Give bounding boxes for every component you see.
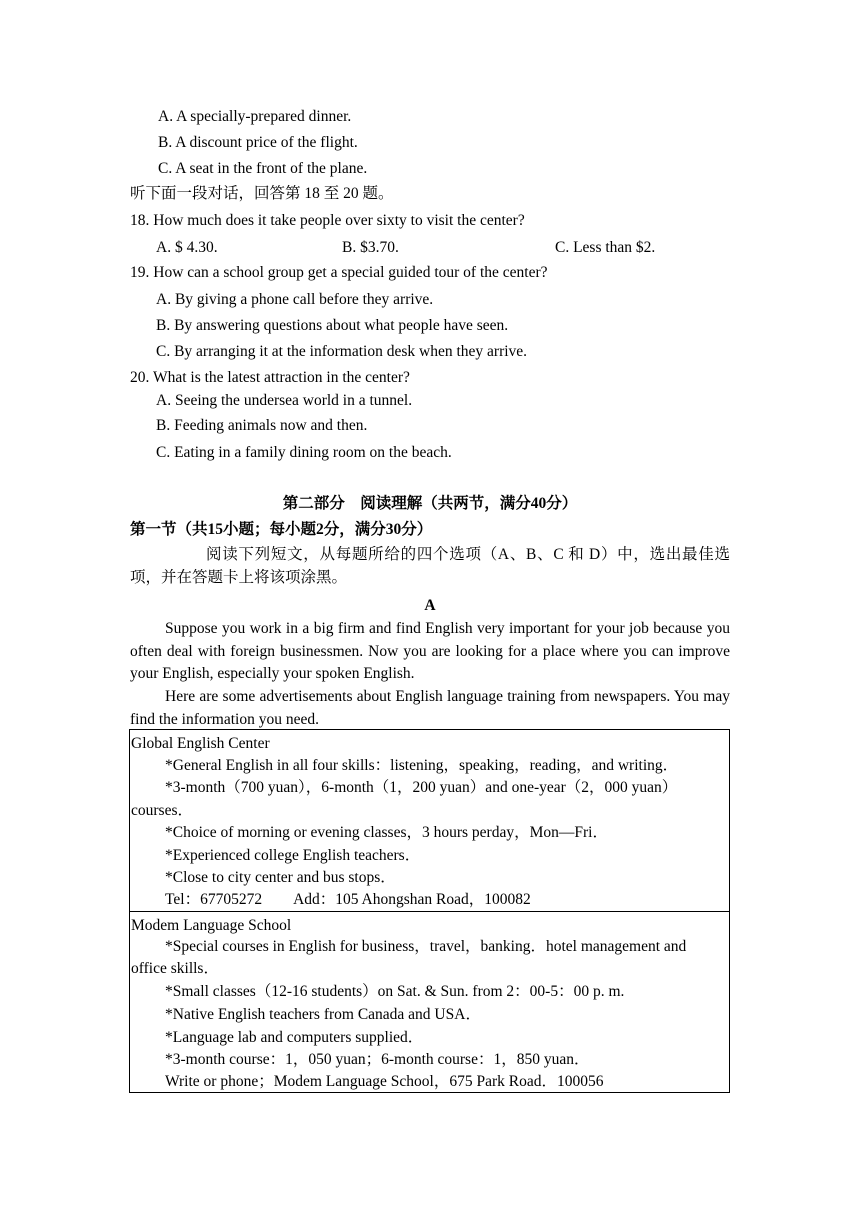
- ad2-line1b: office skills．: [131, 960, 219, 977]
- ad2-line1a: *Special courses in English for business，travel，banking．hotel management and: [165, 938, 687, 955]
- passage-paragraph-1: Suppose you work in a big firm and find English very important for your job because you often deal with foreign businessmen. Now you are looking for a place where you can improve your English, especially your spoken English.: [130, 620, 730, 682]
- q18-option-b: B. $3.70.: [342, 239, 399, 256]
- ad2-line3: *Native English teachers from Canada and USA．: [165, 1006, 481, 1023]
- q20-option-c: C. Eating in a family dining room on the beach.: [156, 444, 452, 461]
- ad-modem-language-school: [129, 911, 730, 1093]
- q20-question: 20. What is the latest attraction in the center?: [130, 369, 410, 386]
- ad1-contact: Tel：67705272 Add：105 Ahongshan Road，100082: [165, 891, 531, 908]
- q19-option-b: B. By answering questions about what people have seen.: [156, 317, 509, 334]
- q20-option-a: A. Seeing the undersea world in a tunnel.: [156, 392, 413, 409]
- section1-instruction: 阅读下列短文，从每题所给的四个选项（A、B、C 和 D）中，选出最佳选项，并在答题卡上将该项涂黑。: [130, 546, 730, 586]
- ad1-line5: *Close to city center and bus stops．: [165, 869, 396, 886]
- ad1-line1: *General English in all four skills：listening，speaking，reading，and writing．: [165, 757, 679, 774]
- ad2-line5: *3-month course：1，050 yuan；6-month course：1，850 yuan．: [165, 1051, 590, 1068]
- passage-letter: A: [424, 597, 436, 614]
- ad2-contact: Write or phone；Modem Language School，675 Park Road．100056: [165, 1073, 604, 1090]
- q18-question: 18. How much does it take people over sixty to visit the center?: [130, 212, 525, 229]
- ad1-line4: *Experienced college English teachers．: [165, 847, 421, 864]
- ad2-name: Modem Language School: [131, 917, 292, 934]
- ad1-line2a: *3-month（700 yuan），6-month（1，200 yuan）and one-year（2，000 yuan）: [165, 779, 678, 796]
- ad1-line3: *Choice of morning or evening classes，3 hours perday，Mon—Fri．: [165, 824, 608, 841]
- q17-option-c: C. A seat in the front of the plane.: [158, 160, 368, 177]
- ad-global-english-center: [129, 729, 730, 912]
- q20-option-b: B. Feeding animals now and then.: [156, 417, 368, 434]
- q19-option-a: A. By giving a phone call before they arrive.: [156, 291, 434, 308]
- q17-option-b: B. A discount price of the flight.: [158, 134, 358, 151]
- q19-question: 19. How can a school group get a special guided tour of the center?: [130, 264, 548, 281]
- instruction-18-20: 听下面一段对话，回答第 18 至 20 题。: [130, 185, 394, 202]
- q17-option-a: A. A specially-prepared dinner.: [158, 108, 352, 125]
- ad1-line2b: courses．: [131, 802, 193, 819]
- q18-option-c: C. Less than $2.: [555, 239, 656, 256]
- q19-option-c: C. By arranging it at the information desk when they arrive.: [156, 343, 528, 360]
- part2-title: 第二部分 阅读理解（共两节，满分40分）: [282, 495, 578, 512]
- ad2-line2: *Small classes（12-16 students）on Sat. & Sun. from 2：00-5：00 p. m.: [165, 983, 625, 1000]
- ad1-name: Global English Center: [131, 735, 270, 752]
- passage-paragraph-2: Here are some advertisements about English language training from newspapers. You may find the information you need.: [130, 688, 730, 728]
- q18-option-a: A. $ 4.30.: [156, 239, 218, 256]
- ad2-line4: *Language lab and computers supplied．: [165, 1029, 424, 1046]
- section1-title: 第一节（共15小题；每小题2分，满分30分）: [130, 521, 433, 538]
